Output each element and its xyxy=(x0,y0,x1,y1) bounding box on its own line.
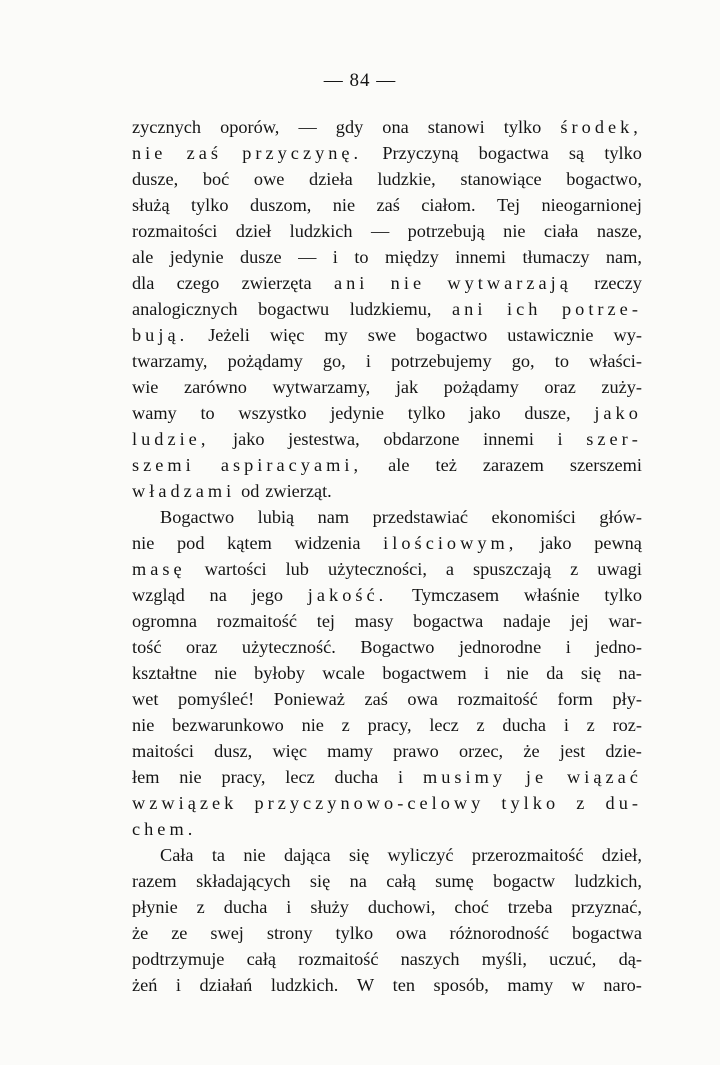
word: mamy xyxy=(507,975,554,995)
word: uczuć, xyxy=(549,949,597,969)
word: szemi xyxy=(132,455,195,475)
word: bogactw xyxy=(493,871,556,891)
word: przerozmaitość xyxy=(471,845,584,865)
word: pły‑ xyxy=(612,689,642,709)
word: zaś xyxy=(186,143,223,163)
word: wie xyxy=(132,377,159,397)
word: boć xyxy=(202,169,230,189)
word: rzeczy xyxy=(594,273,642,293)
word: jako xyxy=(594,403,642,423)
word: w xyxy=(571,975,585,995)
word: użyteczność. xyxy=(241,637,336,657)
text-line xyxy=(132,504,642,530)
text-line xyxy=(132,634,642,660)
word: ducha xyxy=(334,767,379,787)
word: duchowi, xyxy=(367,897,436,917)
word: wet xyxy=(132,689,159,709)
word: ducha xyxy=(502,715,547,735)
word: głów‑ xyxy=(599,507,642,527)
word: że xyxy=(132,923,149,943)
text-line xyxy=(132,894,642,920)
text-line xyxy=(132,660,642,686)
word: analogicznych xyxy=(132,299,238,319)
text-line xyxy=(132,530,642,556)
word: pożądamy xyxy=(443,377,519,397)
word: ale xyxy=(132,247,154,267)
word: szer‑ xyxy=(586,429,642,449)
word: służy xyxy=(310,897,349,917)
word: tylko xyxy=(604,143,642,163)
word: z xyxy=(586,715,595,735)
word: Przyczyną xyxy=(382,143,459,163)
text-line xyxy=(132,582,642,608)
word: sposób, xyxy=(433,975,489,995)
word: dzieł xyxy=(235,221,272,241)
word: jedno‑ xyxy=(595,637,642,657)
word: bezwarunkowo xyxy=(172,715,284,735)
word: i xyxy=(286,897,292,917)
word: byłoby xyxy=(254,663,305,683)
word: i xyxy=(565,637,571,657)
text-line xyxy=(132,920,642,946)
word: Bogactwo xyxy=(160,507,235,527)
word: naszych xyxy=(400,949,460,969)
word: nie xyxy=(506,663,529,683)
word: rozmaitość xyxy=(216,611,297,631)
word: bogactwu xyxy=(258,299,330,319)
word: bogactwo, xyxy=(566,169,642,189)
word: obdarzone xyxy=(383,429,460,449)
word: władzami xyxy=(132,481,236,501)
word: rozmaitość xyxy=(457,689,538,709)
word: prawo xyxy=(393,741,439,761)
word: i xyxy=(557,429,563,449)
text-line xyxy=(132,426,642,452)
word: wy‑ xyxy=(613,325,642,345)
word: tość xyxy=(132,637,162,657)
word: ze xyxy=(171,923,188,943)
word: dusze, xyxy=(524,403,571,423)
text-line xyxy=(132,140,642,166)
word: wszystko xyxy=(238,403,307,423)
word: innemi xyxy=(483,429,534,449)
word: — xyxy=(298,117,317,137)
word: naro‑ xyxy=(603,975,642,995)
word: łem xyxy=(132,767,160,787)
word: przyznać, xyxy=(571,897,642,917)
word: działań xyxy=(199,975,253,995)
word: się xyxy=(348,845,370,865)
word: kształtne xyxy=(132,663,197,683)
word: bogactwa xyxy=(413,611,484,631)
word: myśli, xyxy=(481,949,527,969)
word: tłumaczy xyxy=(522,247,590,267)
text-line xyxy=(132,348,642,374)
word: kątem xyxy=(227,533,272,553)
word: roz‑ xyxy=(612,715,642,735)
word: jej xyxy=(570,611,589,631)
word: nie xyxy=(390,273,426,293)
word: zwierzęta xyxy=(241,273,312,293)
word: wartości xyxy=(204,559,267,579)
word: jedynie xyxy=(169,247,224,267)
word: jednorodne xyxy=(458,637,542,657)
word: zycznych xyxy=(132,117,202,137)
word: nadaje xyxy=(502,611,551,631)
word: dusze xyxy=(240,247,282,267)
word: nie xyxy=(132,715,155,735)
word: składających xyxy=(196,871,291,891)
word: szerszemi xyxy=(569,455,642,475)
word: ta xyxy=(211,845,226,865)
word: i xyxy=(175,975,181,995)
word: pewną xyxy=(594,533,642,553)
text-line xyxy=(132,374,642,400)
word: to xyxy=(554,351,569,371)
word: war‑ xyxy=(608,611,642,631)
word: wzgląd xyxy=(132,585,185,605)
word: płynie xyxy=(132,897,178,917)
word: innemi xyxy=(455,247,507,267)
word: ludzkich, xyxy=(574,871,642,891)
word: ludzkich xyxy=(289,221,353,241)
word: dusze, xyxy=(132,169,179,189)
word: wamy xyxy=(132,403,177,423)
word: masy xyxy=(354,611,394,631)
word: swej xyxy=(210,923,244,943)
word: lecz xyxy=(429,715,459,735)
word: potrzebujemy xyxy=(391,351,492,371)
word: potrze‑ xyxy=(561,299,642,319)
word: ani xyxy=(452,299,487,319)
word: Cała xyxy=(160,845,194,865)
word: nie xyxy=(503,221,526,241)
word: pracy, xyxy=(221,767,266,787)
word: na‑ xyxy=(618,663,642,683)
text-line xyxy=(132,270,642,296)
word: się xyxy=(309,871,331,891)
word: chem. xyxy=(132,819,197,839)
word: jestestwa, xyxy=(288,429,360,449)
word: nie xyxy=(301,715,324,735)
word: wzwiązek xyxy=(132,793,238,813)
body-text xyxy=(132,114,642,998)
word: strony xyxy=(266,923,313,943)
word: ogromna xyxy=(132,611,197,631)
word: jak xyxy=(395,377,419,397)
word: z xyxy=(476,715,485,735)
word: ten xyxy=(392,975,415,995)
word: to xyxy=(200,403,215,423)
word: da xyxy=(546,663,564,683)
word: dzie‑ xyxy=(605,741,642,761)
word: — xyxy=(370,221,390,241)
word: du‑ xyxy=(605,793,642,813)
word: ludzie, xyxy=(132,429,210,449)
word: tylko xyxy=(501,793,560,813)
word: ilościowym, xyxy=(383,533,518,553)
word: tylko xyxy=(604,585,642,605)
text-line xyxy=(132,400,642,426)
word: dla xyxy=(132,273,155,293)
word: lub xyxy=(285,559,309,579)
word: musimy xyxy=(422,767,507,787)
word: nie xyxy=(179,767,202,787)
word: lubią xyxy=(257,507,295,527)
word: bują. xyxy=(132,325,189,345)
text-line xyxy=(132,868,642,894)
word: zaś xyxy=(364,689,388,709)
word: my xyxy=(324,325,348,345)
word: i xyxy=(563,715,569,735)
word: z xyxy=(196,897,205,917)
word: go, xyxy=(322,351,346,371)
word: Tej xyxy=(496,195,521,215)
word: właści‑ xyxy=(589,351,642,371)
word: Ponieważ xyxy=(273,689,345,709)
word: bogactwa xyxy=(478,143,549,163)
word: zuży‑ xyxy=(601,377,642,397)
word: jako xyxy=(540,533,572,553)
word: zarazem xyxy=(482,455,544,475)
text-line xyxy=(132,972,642,998)
word: jako xyxy=(233,429,265,449)
word: ale xyxy=(388,455,410,475)
text-line xyxy=(132,166,642,192)
word: nie xyxy=(332,195,356,215)
word: gdy xyxy=(335,117,364,137)
word: różnorodność xyxy=(449,923,549,943)
word: użyteczności, xyxy=(327,559,427,579)
word: tylko xyxy=(190,195,229,215)
text-line xyxy=(132,218,642,244)
word: ludzkie, xyxy=(377,169,436,189)
word: na xyxy=(209,585,227,605)
word: duszom, xyxy=(249,195,312,215)
word: ciałom. xyxy=(421,195,476,215)
text-line xyxy=(132,114,642,140)
word: mamy xyxy=(327,741,373,761)
word: środek, xyxy=(560,117,642,137)
word: aspiracyami, xyxy=(220,455,363,475)
word: Bogactwo xyxy=(360,637,435,657)
word: go, xyxy=(511,351,535,371)
word: dzieł, xyxy=(601,845,642,865)
text-line xyxy=(132,764,642,790)
word: tylko xyxy=(503,117,542,137)
word: jakość. xyxy=(307,585,388,605)
word: na xyxy=(349,871,367,891)
text-line xyxy=(132,296,642,322)
word: wcale xyxy=(322,663,365,683)
word: tylko xyxy=(335,923,374,943)
word: z xyxy=(570,559,579,579)
word: maitości xyxy=(132,741,194,761)
word: pomyśleć! xyxy=(178,689,255,709)
word: potrzebują xyxy=(407,221,485,241)
word: razem xyxy=(132,871,177,891)
word: orzec, xyxy=(458,741,504,761)
word: twarzamy, xyxy=(132,351,208,371)
word: i xyxy=(398,767,404,787)
word: bogactwem xyxy=(382,663,467,683)
word: nie xyxy=(243,845,266,865)
word: rozmaitość xyxy=(298,949,379,969)
word: jako xyxy=(469,403,501,423)
word: dająca xyxy=(283,845,331,865)
text-line xyxy=(132,712,642,738)
word: jedynie xyxy=(330,403,385,423)
word: i xyxy=(365,351,371,371)
text-line xyxy=(132,790,642,816)
text-line xyxy=(132,842,642,868)
word: ludzkiemu, xyxy=(349,299,432,319)
word: uwagi xyxy=(597,559,642,579)
word: owa xyxy=(407,689,438,709)
word: od xyxy=(241,481,260,501)
word: oraz xyxy=(185,637,218,657)
word: masę xyxy=(132,559,186,579)
word: całą xyxy=(386,871,416,891)
word: że xyxy=(523,741,540,761)
text-line xyxy=(132,608,642,634)
word: nam, xyxy=(605,247,642,267)
word: zwierząt. xyxy=(265,481,332,501)
word: Jeżeli xyxy=(208,325,250,345)
word: nie xyxy=(132,143,167,163)
word: oraz xyxy=(544,377,576,397)
text-line xyxy=(132,816,642,842)
word: lecz xyxy=(285,767,315,787)
word: też xyxy=(435,455,457,475)
word: jest xyxy=(559,741,586,761)
text-line xyxy=(132,686,642,712)
word: je xyxy=(525,767,548,787)
word: są xyxy=(568,143,585,163)
text-line xyxy=(132,738,642,764)
word: swe xyxy=(367,325,397,345)
word: wytwarzają xyxy=(447,273,572,293)
word: nie xyxy=(214,663,237,683)
word: Tymczasem xyxy=(412,585,500,605)
word: widzenia xyxy=(294,533,361,553)
word: całą xyxy=(246,949,277,969)
text-line xyxy=(132,452,642,478)
word: pod xyxy=(177,533,205,553)
word: żeń xyxy=(132,975,158,995)
word: właśnie xyxy=(523,585,580,605)
word: czego xyxy=(176,273,220,293)
word: i xyxy=(483,663,490,683)
word: przyczynowo‑celowy xyxy=(254,793,485,813)
word: ani xyxy=(333,273,369,293)
word: ich xyxy=(507,299,542,319)
word: i xyxy=(332,247,338,267)
text-line xyxy=(132,478,642,504)
text-line xyxy=(132,192,642,218)
word: bogactwo xyxy=(416,325,488,345)
word: nieogarnionej xyxy=(541,195,642,215)
word: owa xyxy=(396,923,427,943)
word: rozmaitości xyxy=(132,221,218,241)
word: dusz, xyxy=(214,741,253,761)
text-line xyxy=(132,322,642,348)
word: z xyxy=(341,715,350,735)
word: zaś xyxy=(376,195,400,215)
word: między xyxy=(384,247,439,267)
word: a xyxy=(445,559,455,579)
word: bogactwa xyxy=(571,923,642,943)
word: ciała xyxy=(543,221,579,241)
word: z xyxy=(576,793,589,813)
word: stanowi xyxy=(427,117,485,137)
word: ona xyxy=(382,117,409,137)
text-line xyxy=(132,556,642,582)
word: wyliczyć xyxy=(387,845,454,865)
text-line xyxy=(132,244,642,270)
word: wiązać xyxy=(567,767,642,787)
word: dzieła xyxy=(309,169,353,189)
word: owe xyxy=(253,169,285,189)
word: ludzkich. xyxy=(270,975,339,995)
word: tej xyxy=(316,611,336,631)
word: ducha xyxy=(223,897,268,917)
word: stanowiące xyxy=(460,169,542,189)
word: W xyxy=(356,975,375,995)
word: więc xyxy=(272,741,307,761)
word: nam xyxy=(317,507,350,527)
word: pracy, xyxy=(367,715,412,735)
word: się xyxy=(580,663,602,683)
word: przedstawiać xyxy=(372,507,469,527)
text-line xyxy=(132,946,642,972)
word: przyczynę. xyxy=(242,143,363,163)
word: to xyxy=(354,247,369,267)
word: nie xyxy=(132,533,155,553)
word: więc xyxy=(269,325,305,345)
page-number: — 84 — xyxy=(323,70,397,91)
word: form xyxy=(557,689,593,709)
word: służą xyxy=(132,195,170,215)
word: trzeba xyxy=(507,897,553,917)
word: dą‑ xyxy=(618,949,642,969)
word: podtrzymuje xyxy=(132,949,225,969)
word: spuszczają xyxy=(473,559,552,579)
word: — xyxy=(298,247,317,267)
word: wytwarzamy, xyxy=(272,377,371,397)
word: pożądamy xyxy=(227,351,303,371)
word: nasze, xyxy=(596,221,642,241)
word: choć xyxy=(454,897,489,917)
word: jego xyxy=(251,585,284,605)
word: ekonomiści xyxy=(491,507,576,527)
word: sumę xyxy=(435,871,474,891)
word: zarówno xyxy=(183,377,247,397)
word: ustawicznie xyxy=(507,325,594,345)
word: oporów, xyxy=(220,117,280,137)
word: tylko xyxy=(407,403,446,423)
